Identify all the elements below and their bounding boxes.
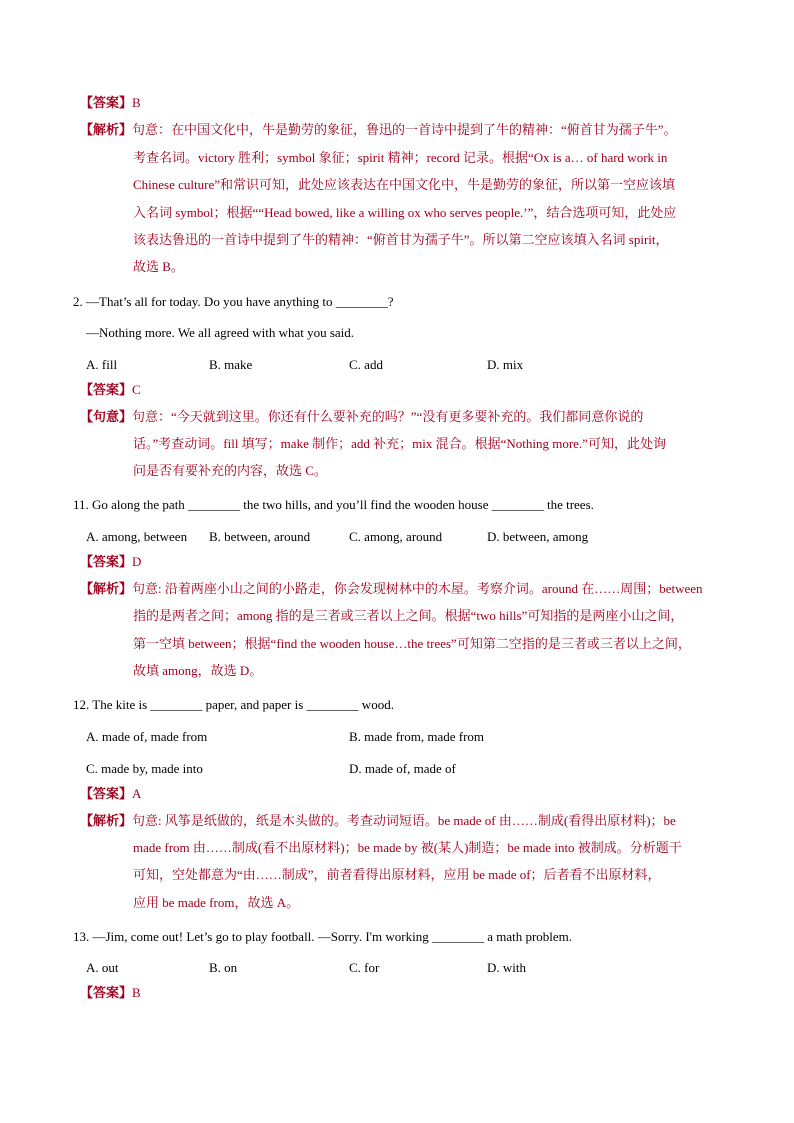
q13-stem: 13. —Jim, come out! Let’s go to play football. —Sorry. I'm working ________ a math problem. — [73, 929, 573, 944]
q13-option-d: D. with — [487, 960, 526, 975]
answer-value: A — [132, 786, 142, 801]
answer-tag: 【答案】 — [80, 95, 133, 110]
q11-answer-line — [80, 554, 141, 570]
q13-option-b: B. on — [209, 960, 238, 975]
q2-option-a: A. fill — [86, 357, 118, 372]
answer-tag: 【答案】 — [80, 382, 133, 397]
q1-answer-line — [80, 95, 141, 111]
answer-tag: 【答案】 — [80, 554, 133, 569]
q12-stem: 12. The kite is ________ paper, and paper is ________ wood. — [73, 697, 394, 712]
q2-option-d: D. mix — [487, 357, 524, 372]
answer-value: D — [132, 554, 142, 569]
q12-option-d: D. made of, made of — [349, 761, 456, 776]
q12-analysis-line-1 — [80, 813, 676, 829]
q11-analysis-line-1 — [80, 581, 703, 597]
q11-option-c: C. among, around — [349, 529, 443, 544]
q11-option-b: B. between, around — [209, 529, 311, 544]
q2-stem: 2. —That’s all for today. Do you have anything to ________? — [73, 294, 394, 309]
q2-analysis-line-3: 问是否有要补充的内容，故选 C。 — [133, 463, 327, 478]
q2-analysis-line-1 — [80, 409, 643, 425]
q1-analysis-line-2: 考查名词。victory 胜利；symbol 象征；spirit 精神；record 记录。根据“Ox is a… of hard work in — [133, 150, 668, 165]
answer-value: C — [132, 382, 141, 397]
q13-option-a: A. out — [86, 960, 119, 975]
q11-option-d: D. between, among — [487, 529, 589, 544]
q13-answer-line — [80, 985, 141, 1001]
analysis-text: 句意：在中国文化中，牛是勤劳的象征，鲁迅的一首诗中提到了牛的精神：“俯首甘为孺子牛”。 — [132, 122, 677, 137]
q12-option-a: A. made of, made from — [86, 729, 208, 744]
analysis-text: 句意：“今天就到这里。你还有什么要补充的吗？”“没有更多要补充的。我们都同意你说的 — [132, 409, 644, 424]
q12-option-b: B. made from, made from — [349, 729, 485, 744]
q12-analysis-line-4: 应用 be made from，故选 A。 — [133, 895, 300, 910]
q11-option-a: A. among, between — [86, 529, 188, 544]
answer-value: B — [132, 985, 141, 1000]
q1-analysis-line-1 — [80, 122, 677, 138]
q2-option-b: B. make — [209, 357, 253, 372]
analysis-tag: 【解析】 — [80, 813, 133, 828]
q11-stem: 11. Go along the path ________ the two hills, and you’ll find the wooden house ________ the trees. — [73, 497, 594, 512]
analysis-tag: 【解析】 — [80, 122, 133, 137]
q12-option-c: C. made by, made into — [86, 761, 203, 776]
analysis-tag: 【句意】 — [80, 409, 133, 424]
answer-tag: 【答案】 — [80, 985, 133, 1000]
q12-answer-line — [80, 786, 141, 802]
answer-value: B — [132, 95, 141, 110]
analysis-tag: 【解析】 — [80, 581, 133, 596]
q1-analysis-line-6: 故选 B。 — [133, 259, 184, 274]
q2-stem-2: —Nothing more. We all agreed with what you said. — [86, 325, 355, 340]
q11-analysis-line-4: 故填 among，故选 D。 — [133, 663, 263, 678]
q13-option-c: C. for — [349, 960, 380, 975]
analysis-text: 句意: 沿着两座小山之间的小路走，你会发现树林中的木屋。考察介词。around 在……周围；between — [132, 581, 703, 596]
analysis-text: 句意: 风筝是纸做的，纸是木头做的。考查动词短语。be made of 由……制成(看得出原材料)；be — [132, 813, 676, 828]
q2-answer-line — [80, 382, 141, 398]
q2-option-c: C. add — [349, 357, 383, 372]
q1-analysis-line-4: 入名词 symbol；根据““Head bowed, like a willing ox who serves people.’”，结合选项可知，此处应 — [133, 205, 677, 220]
q1-analysis-line-3: Chinese culture”和常识可知，此处应该表达在中国文化中，牛是勤劳的象征，所以第一空应该填 — [133, 177, 675, 192]
q1-analysis-line-5: 该表达鲁迅的一首诗中提到了牛的精神：“俯首甘为孺子牛”。所以第二空应该填入名词 spirit， — [133, 232, 669, 247]
q12-analysis-line-2: made from 由……制成(看不出原材料)；be made by 被(某人)制造；be made into 被制成。分析题干 — [133, 840, 682, 855]
q12-analysis-line-3: 可知，空处都意为“由……制成”，前者看得出原材料，应用 be made of；后者看不出原材料， — [133, 867, 661, 882]
q11-analysis-line-3: 第一空填 between；根据“find the wooden house…the trees”可知第二空指的是三者或三者以上之间， — [133, 636, 691, 651]
answer-tag: 【答案】 — [80, 786, 133, 801]
q2-analysis-line-2: 话。”考查动词。fill 填写；make 制作；add 补充；mix 混合。根据“Nothing more.”可知，此处询 — [133, 436, 666, 451]
q11-analysis-line-2: 指的是两者之间；among 指的是三者或三者以上之间。根据“two hills”可知指的是两座小山之间， — [133, 608, 684, 623]
